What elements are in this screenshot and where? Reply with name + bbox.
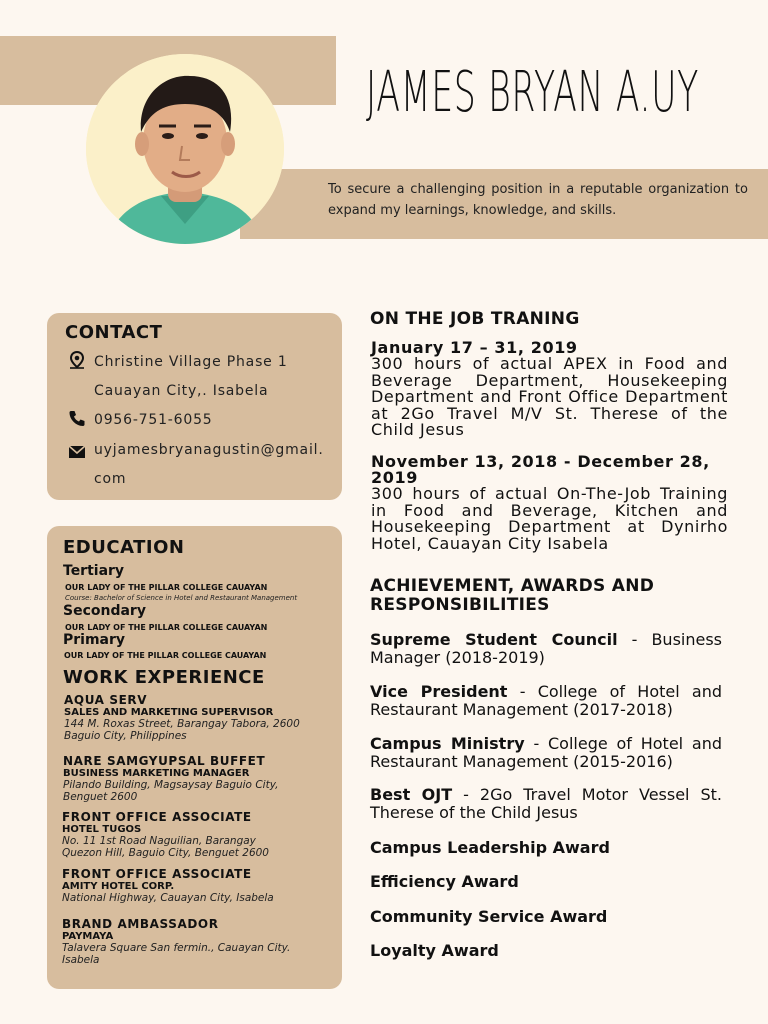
achievements-title-line-1: ACHIEVEMENT, AWARDS AND xyxy=(370,576,655,596)
address-line-2: Cauayan City,. Isabela xyxy=(94,383,269,399)
contact-phone xyxy=(68,406,212,435)
ojt-title: ON THE JOB TRANING xyxy=(370,309,580,329)
award-item: Loyalty Award xyxy=(370,941,499,960)
work-item xyxy=(63,754,278,803)
edu-tertiary-school: OUR LADY OF THE PILLAR COLLEGE CAUAYAN xyxy=(65,583,268,592)
achievements-title xyxy=(370,577,654,615)
award-item: Community Service Award xyxy=(370,907,608,926)
ojt-description: 300 hours of actual APEX in Food and Beverage Department, Housekeeping Department and Front Office Department at 2Go Travel M/V St. Therese of the Child Jesus xyxy=(371,354,728,439)
avatar xyxy=(86,54,284,244)
ojt-description: 300 hours of actual On-The-Job Training in Food and Beverage, Kitchen and Housekeeping Department at Dynirho Hotel, Cauayan City Isabela xyxy=(371,484,728,553)
work-org: FRONT OFFICE ASSOCIATE xyxy=(62,810,252,824)
email-line-1[interactable]: uyjamesbryanagustin@gmail. xyxy=(94,442,324,458)
edu-primary-level: Primary xyxy=(63,632,126,648)
achievement-item xyxy=(370,631,722,667)
achievement-role: Campus Ministry xyxy=(370,734,525,753)
edu-tertiary-level: Tertiary xyxy=(63,563,125,579)
award-item: Efficiency Award xyxy=(370,872,519,891)
achievement-item xyxy=(370,786,722,822)
award-item: Campus Leadership Award xyxy=(370,838,610,857)
address-line-1: Christine Village Phase 1 xyxy=(94,354,288,370)
contact-email xyxy=(68,436,324,494)
achievement-detail: - 2Go Travel Motor Vessel St. Therese of the Child Jesus xyxy=(370,785,722,822)
achievement-item xyxy=(370,683,722,719)
work-address: Talavera Square San fermin., Cauayan City. xyxy=(62,942,291,954)
achievement-role: Vice President xyxy=(370,682,508,701)
work-title: WORK EXPERIENCE xyxy=(63,667,265,688)
work-address: Quezon Hill, Baguio City, Benguet 2600 xyxy=(62,847,269,859)
achievement-detail: - Business Manager (2018-2019) xyxy=(370,630,722,667)
contact-title: CONTACT xyxy=(65,322,163,343)
achievements-title-line-2: RESPONSIBILITIES xyxy=(370,595,550,615)
work-item xyxy=(62,810,269,859)
work-role: BUSINESS MARKETING MANAGER xyxy=(63,768,250,779)
work-org: BRAND AMBASSADOR xyxy=(62,917,219,931)
edu-tertiary-course: Course: Bachelor of Science in Hotel and Restaurant Management xyxy=(65,594,298,602)
edu-primary-school: OUR LADY OF THE PILLAR COLLEGE CAUAYAN xyxy=(64,651,267,660)
work-address: No. 11 1st Road Naguilian, Barangay xyxy=(62,835,256,847)
work-address: National Highway, Cauayan City, Isabela xyxy=(62,892,274,904)
edu-secondary-level: Secondary xyxy=(63,603,146,619)
work-address: Pilando Building, Magsaysay Baguio City, xyxy=(63,779,279,791)
work-org: FRONT OFFICE ASSOCIATE xyxy=(62,867,252,881)
achievement-detail: - College of Hotel and Restaurant Management (2017-2018) xyxy=(370,682,723,719)
candidate-name: JAMES BRYAN A.UY xyxy=(366,60,699,125)
ojt-date: November 13, 2018 - December 28, 2019 xyxy=(371,452,710,487)
contact-address xyxy=(68,348,288,406)
ojt-date: January 17 – 31, 2019 xyxy=(371,338,578,357)
location-pin-icon xyxy=(68,351,86,369)
phone-number[interactable]: 0956-751-6055 xyxy=(94,412,213,428)
achievement-item xyxy=(370,735,722,771)
achievement-role: Best OJT xyxy=(370,785,453,804)
email-line-2[interactable]: com xyxy=(94,471,127,487)
achievement-detail: - College of Hotel and Restaurant Management (2015-2016) xyxy=(370,734,722,771)
achievement-role: Supreme Student Council xyxy=(370,630,618,649)
work-address: Isabela xyxy=(62,954,100,966)
work-item xyxy=(64,693,300,742)
phone-icon xyxy=(68,409,86,427)
career-objective: To secure a challenging position in a reputable organization to expand my learnings, knowledge, and skills. xyxy=(328,182,748,218)
work-address: Benguet 2600 xyxy=(63,791,138,803)
work-item xyxy=(62,867,274,904)
work-role: SALES AND MARKETING SUPERVISOR xyxy=(64,707,274,718)
education-title: EDUCATION xyxy=(63,537,185,558)
work-role: AMITY HOTEL CORP. xyxy=(62,881,175,892)
work-address: Baguio City, Philippines xyxy=(64,730,187,742)
work-item xyxy=(62,917,290,966)
work-org: AQUA SERV xyxy=(64,693,148,707)
work-role: HOTEL TUGOS xyxy=(62,824,142,835)
envelope-icon xyxy=(68,444,86,462)
work-org: NARE SAMGYUPSAL BUFFET xyxy=(63,754,266,768)
work-role: PAYMAYA xyxy=(62,931,114,942)
ojt-item xyxy=(371,454,728,552)
ojt-item xyxy=(371,340,728,439)
profile-photo xyxy=(86,54,284,244)
edu-secondary-school: OUR LADY OF THE PILLAR COLLEGE CAUAYAN xyxy=(65,623,268,632)
work-address: 144 M. Roxas Street, Barangay Tabora, 2600 xyxy=(64,718,300,730)
